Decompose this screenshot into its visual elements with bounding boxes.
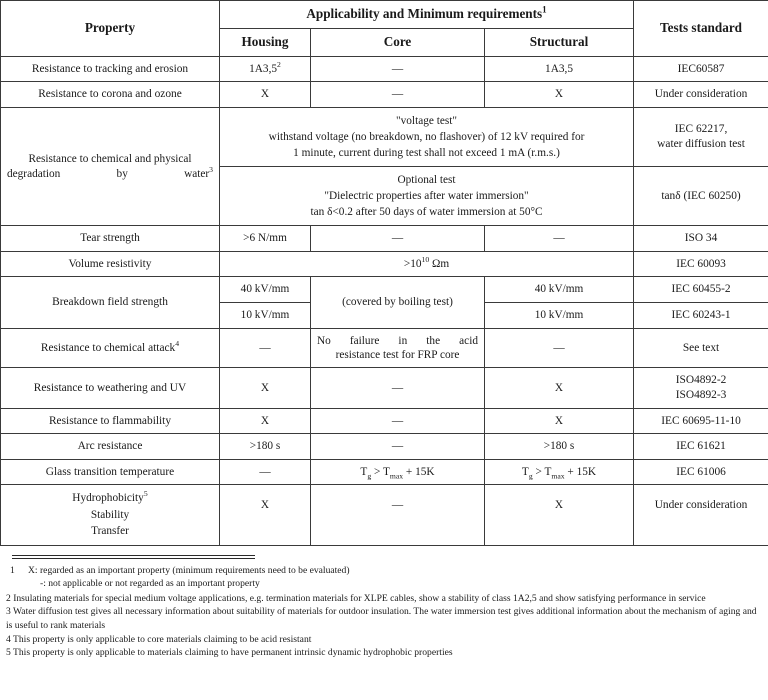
tg-middle: > T — [532, 465, 552, 478]
tmax-subscript: max — [389, 471, 404, 481]
footnote-3: 3 Water diffusion test gives all necessary information about suitability of materials for outdoor insulation. The water immersion test gives additional information about the mechanism of aging and is useful to rank materials — [6, 606, 757, 631]
cell-core: — — [311, 82, 485, 108]
table-row — [1, 434, 768, 460]
cell-housing: 10 kV/mm — [220, 302, 311, 328]
cell-core: — — [311, 56, 485, 82]
cell-property: Resistance to weathering and UV — [1, 368, 220, 408]
standard-line-1: IEC 62217, — [674, 123, 728, 136]
cell-standard — [634, 107, 768, 166]
resistivity-unit: Ωm — [429, 257, 450, 270]
table-row — [1, 485, 768, 545]
cell-property: Breakdown field strength — [1, 277, 220, 328]
footnote-1-line-2: -: not applicable or not regarded as an important property — [40, 578, 260, 590]
cell-structural: 10 kV/mm — [485, 302, 634, 328]
cell-structural: X — [485, 368, 634, 408]
cell-housing: 40 kV/mm — [220, 277, 311, 303]
table-row — [1, 251, 768, 277]
cell-housing: >180 s — [220, 434, 311, 460]
cell-housing: X — [220, 485, 311, 545]
header-applicability-label: Applicability and Minimum requirements — [306, 6, 543, 21]
table-row — [1, 107, 768, 166]
tg-middle: > T — [371, 465, 390, 478]
resistivity-exponent: 10 — [421, 255, 430, 265]
table-row — [1, 277, 768, 303]
footnotes-divider — [12, 555, 255, 559]
header-property: Property — [1, 1, 220, 57]
header-row-1 — [1, 1, 768, 29]
cell-core: (covered by boiling test) — [311, 277, 485, 328]
resistivity-value: >10 — [403, 257, 422, 270]
cell-structural — [485, 459, 634, 485]
core-line-1: No failure in the acid — [317, 334, 478, 347]
property-line-1-label: Hydrophobicity — [72, 492, 144, 505]
footnote-5: 5 This property is only applicable to materials claiming to have permanent intrinsic dynamic hydrophobic properties — [6, 647, 453, 659]
tg-symbol: T — [521, 465, 529, 478]
requirement-line-3: tan δ<0.2 after 50 days of water immersion at 50°C — [310, 206, 543, 219]
cell-structural: X — [485, 485, 634, 545]
footnote-2: 2 Insulating materials for special medium voltage applications, e.g. termination materials for XLPE cables, show a stability of class 1A2,5 and show satisfying performance in service — [6, 592, 706, 604]
standard-line-1: ISO4892-2 — [675, 374, 727, 387]
cell-structural: >180 s — [485, 434, 634, 460]
cell-property: Tear strength — [1, 226, 220, 252]
cell-housing: X — [220, 82, 311, 108]
cell-structural: 40 kV/mm — [485, 277, 634, 303]
tg-subscript: g — [367, 471, 372, 481]
cell-core: — — [311, 368, 485, 408]
cell-property-footnote: 5 — [143, 489, 148, 499]
property-line-2: Stability — [90, 508, 130, 521]
cell-standard: See text — [634, 328, 768, 368]
requirement-line-3: 1 minute, current during test shall not exceed 1 mA (r.m.s.) — [293, 147, 560, 160]
cell-housing: >6 N/mm — [220, 226, 311, 252]
header-core: Core — [311, 28, 485, 56]
footnote-1-line-1: X: regarded as an important property (minimum requirements need to be evaluated) — [28, 564, 350, 576]
cell-housing: X — [220, 368, 311, 408]
cell-property — [1, 107, 220, 225]
cell-standard: IEC 60093 — [634, 251, 768, 277]
cell-property-label: Resistance to chemical attack — [40, 341, 176, 354]
cell-housing-value: 1A3,5 — [249, 62, 278, 75]
header-tests-standard: Tests standard — [634, 1, 768, 57]
cell-property: Glass transition temperature — [1, 459, 220, 485]
cell-standard: IEC 61621 — [634, 434, 768, 460]
table-row — [1, 56, 768, 82]
cell-property: Volume resistivity — [1, 251, 220, 277]
header-applicability — [220, 1, 634, 29]
cell-property: Arc resistance — [1, 434, 220, 460]
table-row — [1, 226, 768, 252]
cell-property — [1, 485, 220, 545]
cell-property-footnote: 4 — [175, 338, 180, 348]
cell-merged-requirement — [220, 107, 634, 166]
requirement-line-1: Optional test — [397, 174, 456, 187]
cell-property-label: Resistance to chemical and physical degradation by water — [7, 153, 210, 180]
standard-line-2: ISO4892-3 — [675, 389, 727, 402]
header-structural: Structural — [485, 28, 634, 56]
cell-structural: — — [485, 328, 634, 368]
cell-housing: — — [220, 328, 311, 368]
header-applicability-footnote: 1 — [542, 4, 547, 15]
cell-standard — [634, 368, 768, 408]
cell-property: Resistance to corona and ozone — [1, 82, 220, 108]
property-line-3: Transfer — [91, 525, 129, 538]
cell-core: — — [311, 485, 485, 545]
cell-standard: IEC 60455-2 — [634, 277, 768, 303]
standard-line-2: water diffusion test — [657, 138, 745, 151]
cell-property — [1, 328, 220, 368]
cell-standard: Under consideration — [634, 485, 768, 545]
cell-standard: IEC60587 — [634, 56, 768, 82]
cell-standard: Under consideration — [634, 82, 768, 108]
table-row — [1, 368, 768, 408]
cell-core — [311, 459, 485, 485]
cell-housing-footnote: 2 — [277, 60, 281, 70]
footnote-1-number: 1 — [10, 564, 15, 576]
table-row — [1, 408, 768, 434]
cell-housing: — — [220, 459, 311, 485]
cell-property: Resistance to tracking and erosion — [1, 56, 220, 82]
table-row — [1, 459, 768, 485]
cell-structural: — — [485, 226, 634, 252]
cell-core — [311, 328, 485, 368]
tg-tail: + 15K — [403, 465, 435, 478]
cell-property: Resistance to flammability — [1, 408, 220, 434]
cell-structural: X — [485, 82, 634, 108]
cell-housing — [220, 56, 311, 82]
cell-housing: X — [220, 408, 311, 434]
cell-structural: X — [485, 408, 634, 434]
tg-symbol: T — [360, 465, 368, 478]
requirement-line-2: withstand voltage (no breakdown, no flashover) of 12 kV required for — [268, 131, 585, 143]
requirement-line-2: "Dielectric properties after water immersion" — [324, 190, 529, 203]
tg-tail: + 15K — [564, 465, 597, 478]
cell-standard: ISO 34 — [634, 226, 768, 252]
table-header — [1, 1, 768, 57]
table-body — [1, 56, 768, 545]
cell-standard: tanδ (IEC 60250) — [634, 167, 768, 226]
requirement-line-1: "voltage test" — [396, 114, 458, 127]
cell-structural: 1A3,5 — [485, 56, 634, 82]
table-row — [1, 328, 768, 368]
tg-subscript: g — [528, 471, 533, 481]
footnote-4: 4 This property is only applicable to core materials claiming to be acid resistant — [6, 633, 312, 645]
core-line-2: resistance test for FRP core — [335, 348, 460, 361]
cell-merged-requirement — [220, 251, 634, 277]
footnote-1 — [6, 564, 764, 591]
cell-property-footnote: 3 — [209, 164, 213, 174]
cell-core: — — [311, 434, 485, 460]
cell-standard: IEC 60243-1 — [634, 302, 768, 328]
tmax-subscript: max — [551, 471, 565, 481]
cell-merged-requirement — [220, 167, 634, 226]
cell-core: — — [311, 226, 485, 252]
header-housing: Housing — [220, 28, 311, 56]
property-line-1 — [7, 490, 213, 506]
cell-standard: IEC 61006 — [634, 459, 768, 485]
cell-standard: IEC 60695-11-10 — [634, 408, 768, 434]
footnotes-section — [0, 555, 768, 660]
cell-core: — — [311, 408, 485, 434]
table-row — [1, 82, 768, 108]
